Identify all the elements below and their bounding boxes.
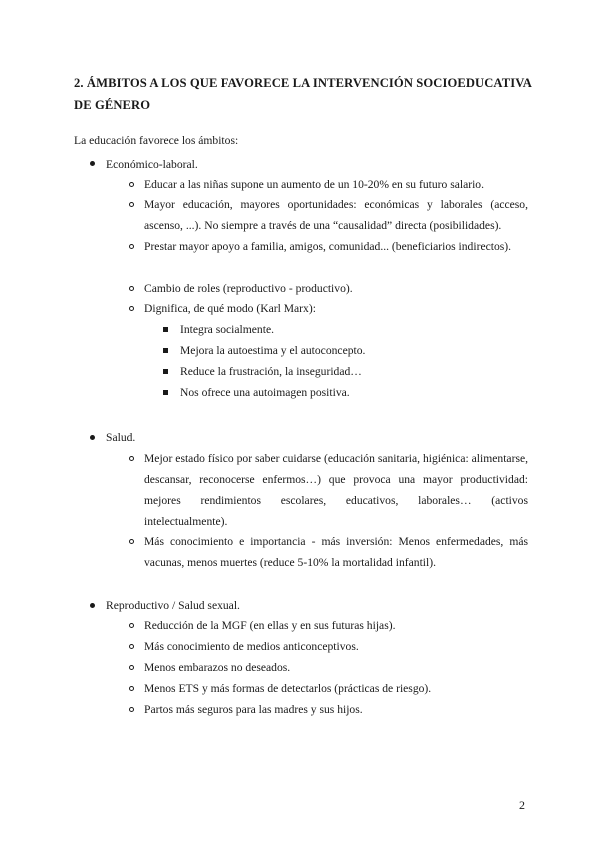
list-item: Dignifica, de qué modo (Karl Marx): <box>144 302 316 315</box>
section-label-economico: Económico-laboral. <box>106 158 198 171</box>
bullet-circle-icon <box>129 623 134 628</box>
list-item: Menos ETS y más formas de detectarlos (prácticas de riesgo). <box>144 682 432 695</box>
section-label-reproductivo: Reproductivo / Salud sexual. <box>106 599 240 612</box>
page-number: 2 <box>519 798 525 812</box>
heading-line-2: DE GÉNERO <box>74 98 151 112</box>
bullet-circle-icon <box>129 707 134 712</box>
list-item: Mayor educación, mayores oportunidades: económicas y laborales (acceso, ascenso, ...). No siempre a través de una “causalidad” directa (posibilidades). <box>144 198 528 232</box>
list-item: Más conocimiento e importancia - más inversión: Menos enfermedades, más vacunas, menos muertes (reduce 5-10% la mortalidad infantil). <box>144 535 528 569</box>
bullet-square-icon <box>163 390 168 395</box>
bullet-circle-icon <box>129 182 134 187</box>
list-item: Menos embarazos no deseados. <box>144 661 291 674</box>
bullet-circle-icon <box>129 202 134 207</box>
heading-line-1: 2. ÁMBITOS A LOS QUE FAVORECE LA INTERVENCIÓN SOCIOEDUCATIVA <box>74 76 532 90</box>
section-heading <box>74 72 534 116</box>
list-item: Partos más seguros para las madres y sus hijos. <box>144 703 363 716</box>
sub-list-item: Mejora la autoestima y el autoconcepto. <box>180 344 366 357</box>
section-label-salud: Salud. <box>106 431 136 444</box>
bullet-circle-icon <box>129 244 134 249</box>
list-item: Reducción de la MGF (en ellas y en sus futuras hijas). <box>144 619 396 632</box>
bullet-square-icon <box>163 327 168 332</box>
bullet-dot-icon <box>90 161 95 166</box>
bullet-circle-icon <box>129 539 134 544</box>
bullet-circle-icon <box>129 665 134 670</box>
bullet-square-icon <box>163 348 168 353</box>
bullet-square-icon <box>163 369 168 374</box>
bullet-circle-icon <box>129 456 134 461</box>
sub-list-item: Reduce la frustración, la inseguridad… <box>180 365 362 378</box>
list-item: Más conocimiento de medios anticonceptivos. <box>144 640 359 653</box>
bullet-dot-icon <box>90 603 95 608</box>
list-item: Prestar mayor apoyo a familia, amigos, comunidad... (beneficiarios indirectos). <box>144 240 512 253</box>
bullet-circle-icon <box>129 306 134 311</box>
list-item: Educar a las niñas supone un aumento de un 10-20% en su futuro salario. <box>144 178 484 191</box>
bullet-dot-icon <box>90 435 95 440</box>
sub-list-item: Integra socialmente. <box>180 323 274 336</box>
bullet-circle-icon <box>129 644 134 649</box>
bullet-circle-icon <box>129 286 134 291</box>
sub-list-item: Nos ofrece una autoimagen positiva. <box>180 386 350 399</box>
list-item: Cambio de roles (reproductivo - productivo). <box>144 282 353 295</box>
bullet-circle-icon <box>129 686 134 691</box>
intro-text: La educación favorece los ámbitos: <box>74 134 239 147</box>
list-item: Mejor estado físico por saber cuidarse (educación sanitaria, higiénica: alimentarse, descansar, reconocerse enfermos…) que provoca una mayor productividad: mejores rendimientos escolares, educativos, laborales… (activos intelectualmente). <box>144 452 528 528</box>
